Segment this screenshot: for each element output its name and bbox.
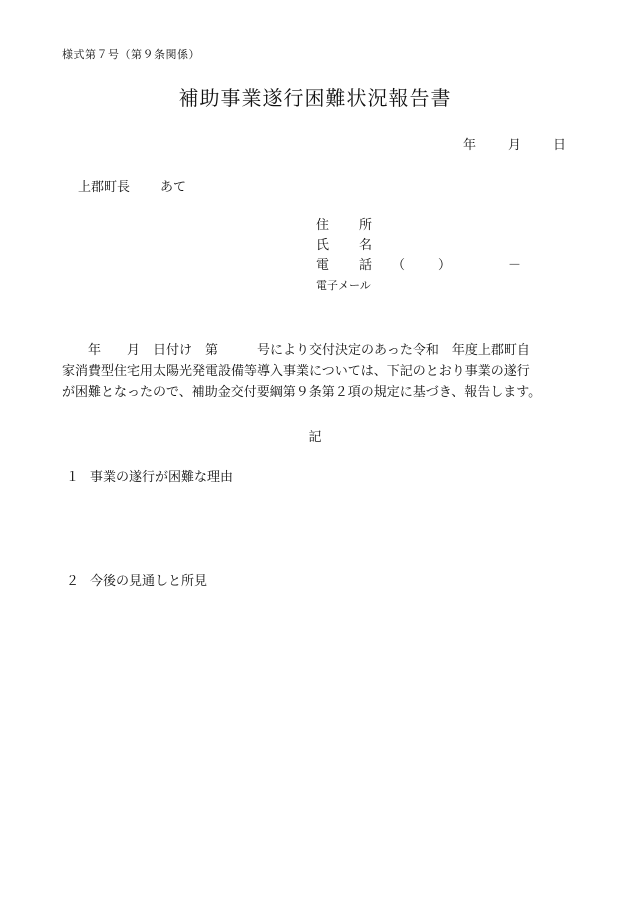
date-year-label: 年 xyxy=(462,138,476,153)
applicant-info xyxy=(316,216,522,296)
name-label-char1: 氏 xyxy=(316,238,330,253)
section-reason xyxy=(66,466,233,485)
addressee xyxy=(78,176,186,195)
phone-paren-close: ） xyxy=(438,258,452,273)
phone-label xyxy=(316,256,372,276)
name-label-char2: 名 xyxy=(358,238,372,253)
body-line-2: 家消費型住宅用太陽光発電設備等導入事業については、下記のとおり事業の遂行 xyxy=(62,364,530,379)
address-label-char1: 住 xyxy=(316,218,330,233)
addressee-name: 上郡町長 xyxy=(78,180,131,195)
address-label-char2: 所 xyxy=(358,218,372,233)
name-row xyxy=(316,236,372,256)
document-title: 補助事業遂行困難状況報告書 xyxy=(178,86,452,110)
date-line xyxy=(463,134,566,153)
section-number: １ xyxy=(66,470,80,485)
email-row xyxy=(316,276,372,296)
addressee-suffix: あて xyxy=(160,180,187,195)
body-line-3: が困難となったので、補助金交付要綱第９条第２項の規定に基づき、報告します。 xyxy=(62,385,542,400)
name-label xyxy=(316,236,372,256)
address-row xyxy=(316,216,372,236)
section-number: ２ xyxy=(66,574,80,589)
phone-paren-open: （ xyxy=(392,258,406,273)
report-body xyxy=(62,340,572,403)
date-day-label: 日 xyxy=(552,138,566,153)
ki-heading: 記 xyxy=(308,430,322,445)
section-outlook xyxy=(66,570,207,589)
phone-label-char1: 電 xyxy=(316,258,330,273)
body-line-1: 年 月 日付け 第 号により交付決定のあった令和 年度上郡町自 xyxy=(88,343,530,358)
form-number: 様式第７号（第９条関係） xyxy=(62,48,200,61)
date-month-label: 月 xyxy=(507,138,521,153)
section-title: 今後の見通しと所見 xyxy=(90,574,208,589)
email-label: 電子メール xyxy=(316,279,371,292)
phone-row xyxy=(316,256,522,276)
phone-dash: － xyxy=(508,258,522,273)
address-label xyxy=(316,216,372,236)
section-title: 事業の遂行が困難な理由 xyxy=(90,470,234,485)
phone-label-char2: 話 xyxy=(358,258,372,273)
